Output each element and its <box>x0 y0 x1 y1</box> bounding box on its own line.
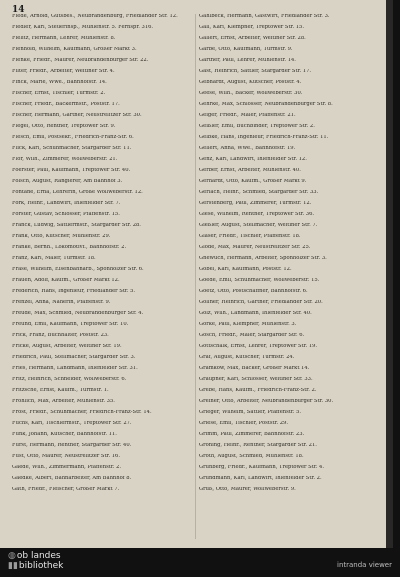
directory-entry: Fürst, Hermann, Rentner, Stargarder Str. 40. <box>12 443 132 448</box>
directory-entry: Gerstenberg, Paul, Zimmerer, Turmstr. 12. <box>199 201 312 206</box>
directory-entry: Griese, Emil, Tischler, Poststr. 29. <box>199 421 289 426</box>
directory-entry: Fritzsche, Ernst, Kaufm., Turmstr. 1. <box>12 388 109 393</box>
directory-entry: Geiger, Friedr., Maler, Pfaffenstr. 21. <box>199 113 296 118</box>
directory-entry: Fricke, August, Arbeiter, Weitiner Str. 19. <box>12 344 122 349</box>
directory-entry: Grieger, Wilhelm, Sattler, Pfaffenstr. 5. <box>199 410 302 415</box>
directory-entry: Frost, Friedr., Schuhmacher, Friedrich-Franz-Str. 14. <box>12 410 152 415</box>
directory-entry: Glaser, Friedr., Tischler, Pfaffenstr. 18. <box>199 234 301 239</box>
directory-entry: Gehrke, Max, Schlosser, Neubrandenburger Str. 8. <box>199 102 333 107</box>
directory-entry: Gramkow, Max, Bäcker, Großer Markt 14. <box>199 366 310 371</box>
directory-entry: Göbel, Karl, Kaufmann, Poststr. 12. <box>199 267 292 272</box>
directory-entry: Gießler, August, Stellmacher, Weitiner Str. 7. <box>199 223 318 228</box>
directory-entry: Gruß, Otto, Maurer, Wollweberstr. 9. <box>199 487 296 492</box>
page-edge <box>386 0 393 548</box>
directory-entry: Graf, August, Kutscher, Turmstr. 24. <box>199 355 295 360</box>
directory-entry: Gelbke, Hans, Ingenieur, Friedrich-Franz-Str. 11. <box>199 135 329 140</box>
logo-line-1: ob landes <box>16 551 61 561</box>
directory-entry: Gahlbeck, Hermann, Gastwirt, Friedländer Str. 3. <box>199 14 330 19</box>
directory-entry: Frauen, Adolf, Kaufm., Großer Markt 12. <box>12 278 120 283</box>
directory-entry: Frase, Wilhelm, Eisenbahnarb., Sponholzer Str. 6. <box>12 267 144 272</box>
directory-entry: Garbe, Otto, Kaufmann, Turmstr. 9. <box>199 47 293 52</box>
directory-entry: Fröhlich, Max, Arbeiter, Mühlenstr. 35. <box>12 399 115 404</box>
directory-entry: Gottschalk, Ernst, Lehrer, Treptower Str. 19. <box>199 344 318 349</box>
directory-entry: Frank, Otto, Kutscher, Mühlenstr. 29. <box>12 234 111 239</box>
directory-entry: Göllner, Heinrich, Gärtner, Friedländer Str. 20. <box>199 300 323 305</box>
directory-entry: Fienke, Friedr., Maurer, Neubrandenburger Str. 22. <box>12 58 149 63</box>
directory-entry: Groth, August, Schmied, Mühlenstr. 18. <box>199 454 304 459</box>
directory-entry: Fischer, Friedr., Bäckermstr., Poststr. 17. <box>12 102 120 107</box>
directory-entry: Gallert, Ernst, Arbeiter, Weitiner Str. 28. <box>199 36 306 41</box>
directory-entry: Grebe, Hans, Kaufm., Friedrich-Franz-Str. 2. <box>199 388 317 393</box>
directory-entry: Grünberg, Friedr., Kaufmann, Treptower Str. 4. <box>199 465 324 470</box>
directory-entry: Fölsch, August, Rangierer, Am Bahnhof 3. <box>12 179 123 184</box>
directory-entry: Frick, Franz, Buchhalter, Poststr. 23. <box>12 333 109 338</box>
directory-entry: Flor, Wilh., Zimmerer, Wollweberstr. 21. <box>12 157 118 162</box>
directory-entry: Glöde, Max, Maurer, Neustrelitzer Str. 25. <box>199 245 311 250</box>
directory-entry: Fuchs, Karl, Tischlermstr., Treptower Str. 27. <box>12 421 132 426</box>
directory-entry: Fienhold, Wilhelm, Kaufmann, Großer Markt 3. <box>12 47 137 52</box>
directory-entry: Franz, Karl, Maler, Turmstr. 18. <box>12 256 96 261</box>
directory-entry: Giese, Wilhelm, Rentner, Treptower Str. 36. <box>199 212 315 217</box>
directory-entry: Finck, Marie, Wwe., Bahnhofstr. 14. <box>12 80 107 85</box>
directory-entry: Frederich, Hans, Ingenieur, Friedländer Str. 5. <box>12 289 136 294</box>
directory-entry: Fork, Heinr., Landwirt, Ihlenfelder Str. 7. <box>12 201 121 206</box>
directory-entry: Fischer, Ernst, Tischler, Turmstr. 2. <box>12 91 106 96</box>
directory-entry: Gerlach, Heinr., Schmied, Stargarder Str. 33. <box>199 190 319 195</box>
directory-entry: Gnewuch, Hermann, Arbeiter, Sponholzer Str. 3. <box>199 256 327 261</box>
directory-entry: Fiede, Arnold, Gutsbes., Neubrandenburg, Friedländer Str. 12. <box>12 14 178 19</box>
directory-entry: Freund, Emil, Kaufmann, Treptower Str. 10. <box>12 322 129 327</box>
directory-entry: Grundmann, Karl, Landwirt, Ihlenfelder Str. 2. <box>199 476 322 481</box>
directory-entry: Freude, Max, Schmied, Neubrandenburger Str. 4. <box>12 311 144 316</box>
directory-entry: Grimm, Paul, Zimmerer, Bahnhofstr. 23. <box>199 432 305 437</box>
directory-entry: Gosch, Friedr., Maler, Stargarder Str. 6. <box>199 333 305 338</box>
directory-entry: Gorke, Paul, Klempner, Mühlenstr. 3. <box>199 322 297 327</box>
logo-line-2: bibliothek <box>18 561 64 571</box>
directory-entry: Gärtner, Paul, Lehrer, Mühlenstr. 14. <box>199 58 296 63</box>
left-column <box>12 14 190 498</box>
page-number: 14 <box>12 5 25 15</box>
directory-entry: Gerber, Ernst, Arbeiter, Mühlenstr. 40. <box>199 168 301 173</box>
directory-entry: Frenzel, Anna, Näherin, Pfaffenstr. 9. <box>12 300 111 305</box>
directory-entry: Franke, Bernh., Lokomotivf., Bahnhofstr. 2. <box>12 245 127 250</box>
directory-entry: Förster, Gustav, Schlosser, Pfaffenstr. 15. <box>12 212 120 217</box>
directory-entry: Geißler, Emil, Buchbinder, Treptower Str. 2. <box>199 124 315 129</box>
directory-entry: Gast, Heinrich, Sattler, Stargarder Str. 17. <box>199 69 312 74</box>
directory-entry: Genz, Karl, Landwirt, Ihlenfelder Str. 12. <box>199 157 307 162</box>
directory-entry: Fischer, Hermann, Gärtner, Neustrelitzer Str. 30. <box>12 113 142 118</box>
directory-entry: Filter, Friedr., Arbeiter, Weitiner Str. 4. <box>12 69 115 74</box>
directory-entry: Gebhardt, August, Kutscher, Poststr. 4. <box>199 80 302 85</box>
logo-bars-icon: ▮▮ <box>8 561 18 571</box>
library-logo[interactable] <box>8 551 63 571</box>
viewer-label[interactable]: intranda viewer <box>337 561 392 569</box>
directory-entry: Gröning, Heinr., Rentner, Stargarder Str. 21. <box>199 443 317 448</box>
directory-entry: Gäth, Friedr., Fleischer, Großer Markt 7. <box>12 487 120 492</box>
directory-entry: Fielitz, Hermann, Lehrer, Mühlenstr. 8. <box>12 36 116 41</box>
directory-entry: Gellert, Anna, Wwe., Bahnhofstr. 19. <box>199 146 296 151</box>
directory-entry: Funk, Johann, Kutscher, Bahnhofstr. 11. <box>12 432 117 437</box>
directory-entry: Flegel, Otto, Rentner, Treptower Str. 9. <box>12 124 116 129</box>
directory-entry: Friedrich, Paul, Stellmacher, Stargarder Str. 3. <box>12 355 136 360</box>
directory-entry: Fritz, Heinrich, Schneider, Wollweberstr. 6. <box>12 377 127 382</box>
directory-entry: Greiner, Otto, Arbeiter, Neubrandenburger Str. 30. <box>199 399 334 404</box>
logo-mark-icon: ◍ <box>8 551 16 561</box>
directory-entry: Flesch, Emil, Postsekr., Friedrich-Franz-Str. 6. <box>12 135 134 140</box>
directory-entry: Fiedler, Karl, Steuerinsp., Mühlenstr. 5. Fernspr. 316. <box>12 25 154 30</box>
directory-entry: Goetz, Otto, Postschaffner, Bahnhofstr. 6. <box>199 289 308 294</box>
column-divider <box>195 14 196 539</box>
directory-entry: Franck, Ludwig, Sattlermstr., Stargarder Str. 28. <box>12 223 141 228</box>
directory-entry: Fust, Otto, Maurer, Neustrelitzer Str. 16. <box>12 454 121 459</box>
directory-entry: Gaedke, Albert, Bahnarbeiter, Am Bahnhof 8. <box>12 476 132 481</box>
directory-entry: Flick, Karl, Schuhmacher, Stargarder Str. 11. <box>12 146 132 151</box>
directory-entry: Gaede, Wilh., Zimmermann, Pfaffenstr. 2. <box>12 465 121 470</box>
directory-entry: Fries, Hermann, Landmann, Ihlenfelder Str. 31. <box>12 366 138 371</box>
directory-entry: Gall, Karl, Klempner, Treptower Str. 15. <box>199 25 304 30</box>
directory-entry: Fontane, Erna, Lehrerin, Große Wollweberstr. 12. <box>12 190 143 195</box>
right-column <box>199 14 377 498</box>
directory-entry: Goede, Emil, Schuhmacher, Wollweberstr. 15. <box>199 278 320 283</box>
directory-entry: Gerhardt, Otto, Kaufm., Großer Markt 9. <box>199 179 307 184</box>
directory-entry: Golz, Wilh., Landmann, Ihlenfelder Str. 40. <box>199 311 312 316</box>
directory-entry: Foerster, Paul, Kaufmann, Treptower Str. 40. <box>12 168 131 173</box>
directory-entry: Graupner, Karl, Schlosser, Weitiner Str. 33. <box>199 377 313 382</box>
directory-entry: Geese, Wilh., Bäcker, Wollweberstr. 30. <box>199 91 303 96</box>
